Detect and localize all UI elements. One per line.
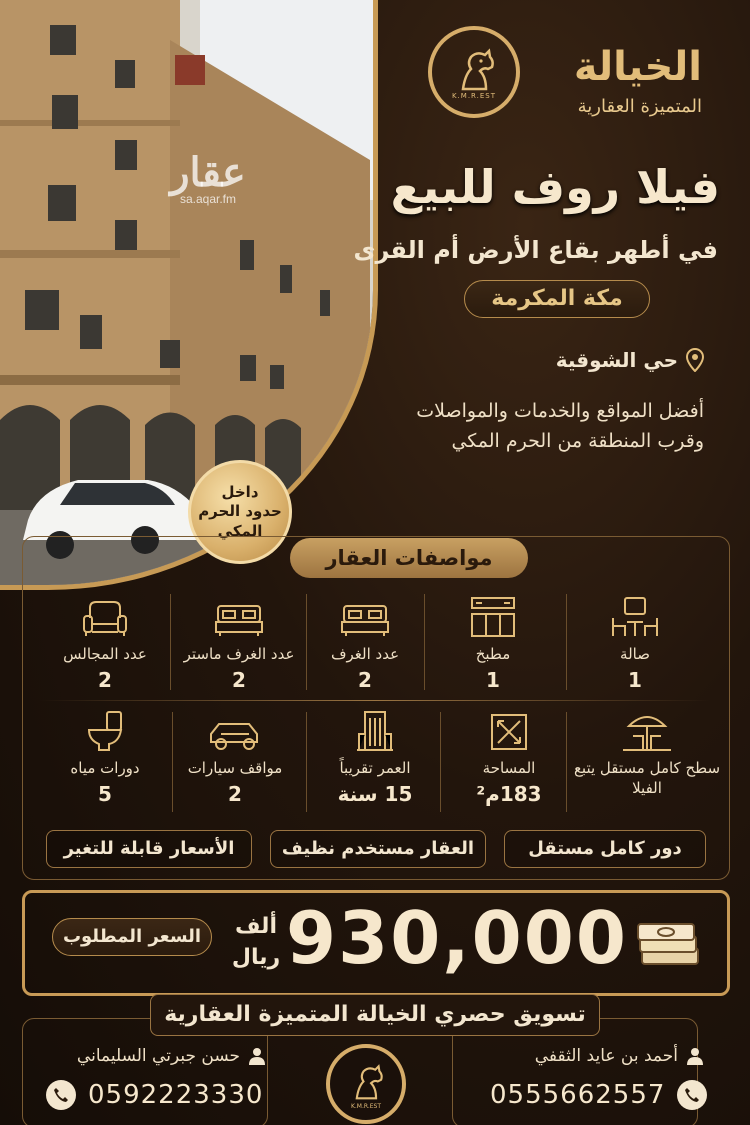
- spec-value: 183م²: [476, 782, 542, 807]
- spec-toilets: [36, 708, 174, 806]
- divider: [424, 594, 425, 690]
- spec-hall: [566, 594, 704, 692]
- contact-phone-text[interactable]: 0555662557: [490, 1080, 666, 1110]
- price-value: 930,000: [286, 896, 628, 980]
- spec-label: العمر تقريباً: [339, 759, 411, 777]
- contact-name-text: أحمد بن عايد الثقفي: [534, 1046, 678, 1066]
- city-pill: مكة المكرمة: [464, 280, 650, 318]
- price-unit-riyal: ريال: [231, 944, 281, 970]
- divider: [566, 712, 567, 812]
- spec-roof: [572, 708, 722, 799]
- spec-area: [440, 708, 578, 806]
- spec-parking: [166, 708, 304, 806]
- description-line-2: وقرب المنطقة من الحرم المكي: [451, 430, 704, 453]
- footer-logo: [326, 1044, 406, 1124]
- divider: [170, 594, 171, 690]
- divider: [40, 700, 710, 701]
- subheadline: في أطهر بقاع الأرض أم القرى: [353, 236, 718, 264]
- spec-label: صالة: [620, 645, 650, 663]
- spec-age: [306, 708, 444, 806]
- kitchen-icon: [468, 596, 518, 638]
- area-icon: [489, 712, 529, 752]
- divider: [306, 594, 307, 690]
- description: [364, 396, 704, 457]
- spec-label: المساحة: [482, 759, 536, 777]
- spec-value: 15 سنة: [337, 782, 413, 807]
- feature-pill: العقار مستخدم نظيف: [270, 830, 486, 868]
- contact-phone-text[interactable]: 0592223330: [88, 1080, 264, 1110]
- person-icon: [686, 1047, 704, 1065]
- spec-value: 2: [98, 668, 112, 693]
- spec-label: مواقف سيارات: [187, 759, 283, 777]
- person-icon: [248, 1047, 266, 1065]
- spec-label: مطبخ: [475, 645, 511, 663]
- footer-logo-text: K.M.R.EST: [350, 1103, 382, 1110]
- feature-pill: الأسعار قابلة للتغير: [46, 830, 252, 868]
- spec-label: عدد الغرف: [330, 645, 400, 663]
- phone-icon: [677, 1080, 707, 1110]
- divider: [566, 594, 567, 690]
- feature-pill: دور كامل مستقل: [504, 830, 706, 868]
- headline: فيلا روف للبيع: [390, 160, 720, 214]
- price-unit-thousand: ألف: [234, 914, 277, 939]
- district-name: حي الشوقية: [555, 348, 678, 372]
- contact-phone[interactable]: [490, 1080, 707, 1110]
- district: [556, 348, 704, 372]
- price-unit: [226, 912, 286, 974]
- watermark-main: عقار: [170, 151, 246, 195]
- spec-value: 1: [628, 668, 642, 693]
- spec-majlis: [36, 594, 174, 692]
- watermark-url: sa.aqar.fm: [179, 192, 237, 206]
- brand-name: الخيالة: [573, 44, 702, 90]
- roof-icon: [619, 710, 675, 752]
- car-icon: [207, 718, 263, 752]
- marketing-title: تسويق حصري الخيالة المتميزة العقارية: [150, 994, 600, 1036]
- specs-title: مواصفات العقار: [290, 538, 528, 578]
- spec-label: دورات مياه: [70, 759, 140, 777]
- brand-subtitle: المتميزة العقارية: [577, 96, 702, 117]
- contact-phone[interactable]: [46, 1080, 263, 1110]
- spec-label: عدد الغرف ماستر: [183, 645, 295, 663]
- spec-label: سطح كامل مستقل يتبع الفيلا: [573, 759, 721, 798]
- aqar-watermark: [148, 150, 268, 206]
- description-line-1: أفضل المواقع والخدمات والمواصلات: [416, 400, 704, 422]
- sofa-icon: [82, 600, 128, 638]
- master-bed-icon: [214, 602, 264, 638]
- phone-icon: [46, 1080, 76, 1110]
- contact-name-text: حسن جبرتي السليماني: [76, 1046, 240, 1066]
- logo-text: K.M.R.EST: [451, 92, 497, 100]
- badge-line-2: حدود الحرم: [198, 502, 282, 521]
- toilet-icon: [85, 710, 125, 752]
- spec-value: 1: [486, 668, 500, 693]
- location-pin-icon: [686, 348, 704, 372]
- hall-icon: [607, 596, 663, 638]
- building-icon: [355, 710, 395, 752]
- spec-value: 2: [358, 668, 372, 693]
- badge-line-3: المكي: [217, 521, 263, 540]
- badge-line-1: داخل: [221, 482, 259, 501]
- spec-kitchen: [424, 594, 562, 692]
- spec-master-rooms: [170, 594, 308, 692]
- spec-value: 2: [232, 668, 246, 693]
- contact-name: [535, 1046, 704, 1066]
- divider: [306, 712, 307, 812]
- spec-value: 2: [228, 782, 242, 807]
- money-icon: [636, 918, 702, 970]
- brand-logo: [428, 26, 520, 118]
- divider: [172, 712, 173, 812]
- spec-value: 5: [98, 782, 112, 807]
- spec-label: عدد المجالس: [63, 645, 147, 663]
- divider: [440, 712, 441, 812]
- horse-icon: [449, 47, 499, 97]
- price-label: السعر المطلوب: [52, 918, 212, 956]
- spec-rooms: [296, 594, 434, 692]
- contact-name: [77, 1046, 266, 1066]
- horse-icon: [345, 1063, 387, 1105]
- bed-icon: [340, 602, 390, 638]
